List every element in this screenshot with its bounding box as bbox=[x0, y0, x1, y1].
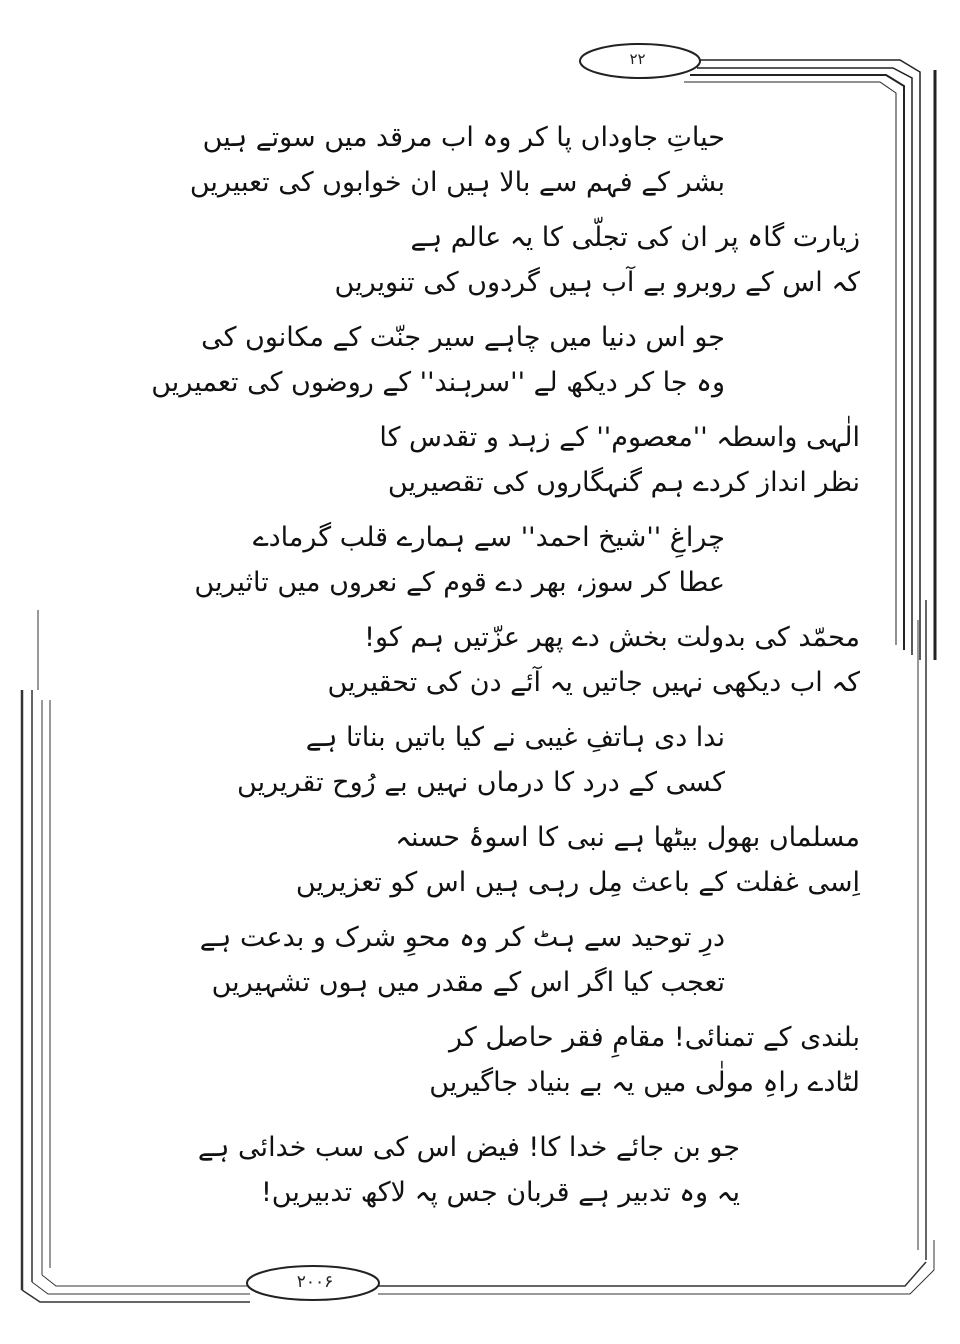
page-number-top: ۲۲ bbox=[629, 50, 646, 68]
issue-date: ۲۰۰۶ bbox=[296, 1272, 334, 1292]
poem-line: محمّد کی بدولت بخش دے پھر عزّتیں ہم کو! bbox=[364, 622, 860, 653]
poem-line: چراغِ ''شیخ احمد'' سے ہمارے قلب گرمادے bbox=[252, 522, 725, 553]
frame-bottom-a bbox=[22, 1290, 250, 1302]
poem-line: ندا دی ہاتفِ غیبی نے کیا باتیں بناتا ہے bbox=[305, 722, 725, 753]
poem-line: تعجب کیا اگر اس کے مقدر میں ہوں تشہیریں bbox=[211, 967, 725, 998]
poem-line: درِ توحید سے ہٹ کر وہ محوِ شرک و بدعت ہے bbox=[199, 922, 725, 953]
poem-line: وہ جا کر دیکھ لے ''سرہند'' کے روضوں کی تعمیریں bbox=[151, 367, 725, 398]
poem-line: جو بن جائے خدا کا! فیض اس کی سب خدائی ہے bbox=[197, 1132, 740, 1163]
poem-line: الٰہی واسطہ ''معصوم'' کے زہد و تقدس کا bbox=[379, 422, 860, 453]
poem-line: حیاتِ جاوداں پا کر وہ اب مرقد میں سوتے ہیں bbox=[202, 122, 725, 153]
poem-line: لٹادے راہِ مولٰی میں یہ بے بنیاد جاگیریں bbox=[429, 1067, 860, 1098]
frame-line-mid bbox=[697, 68, 912, 655]
poem-line: جو اس دنیا میں چاہے سیر جنّت کے مکانوں کی bbox=[201, 322, 725, 353]
poem-line: اِسی غفلت کے باعث مِل رہی ہیں اس کو تعزیریں bbox=[295, 867, 860, 898]
poem-line: کسی کے درد کا درماں نہیں بے رُوح تقریریں bbox=[237, 767, 725, 798]
poem-line: کہ اس کے روبرو بے آب ہیں گردوں کی تنویریں bbox=[334, 267, 860, 298]
frame-bottom-right bbox=[378, 1262, 926, 1286]
frame-line-outer bbox=[700, 60, 920, 660]
frame-bottom-c bbox=[42, 1275, 250, 1286]
poem-line: عطا کر سوز، بھر دے قوم کے نعروں میں تاثیریں bbox=[194, 567, 725, 598]
poem-line: مسلماں بھول بیٹھا ہے نبی کا اسوۂ حسنہ bbox=[395, 822, 860, 853]
poem-line: کہ اب دیکھی نہیں جاتیں یہ آئے دن کی تحقیریں bbox=[327, 667, 860, 698]
poem-line: بلندی کے تمنائی! مقامِ فقر حاصل کر bbox=[449, 1022, 860, 1053]
frame-bottom-b bbox=[32, 1282, 250, 1294]
poem-line: زیارت گاہ پر ان کی تجلّی کا یہ عالم ہے bbox=[410, 222, 860, 253]
poem-line: بشر کے فہم سے بالا ہیں ان خوابوں کی تعبیریں bbox=[189, 167, 725, 198]
poem-line: یہ وہ تدبیر ہے قربان جس پہ لاکھ تدبیریں! bbox=[260, 1177, 740, 1208]
poem-line: نظر انداز کردے ہم گنہگاروں کی تقصیریں bbox=[387, 467, 860, 498]
